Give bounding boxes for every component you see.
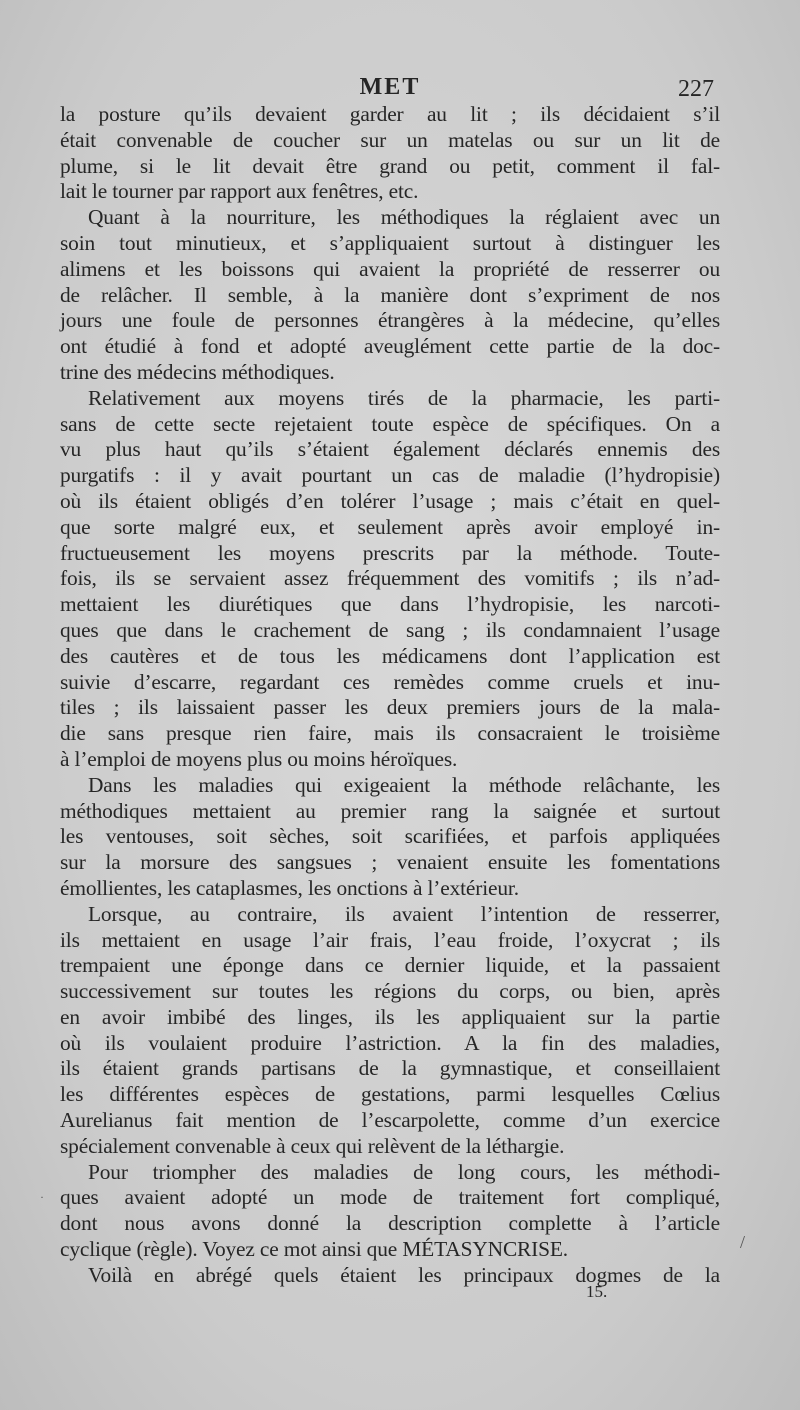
text-line: ont étudié à fond et adopté aveuglément cette partie de la doc-: [60, 334, 720, 359]
text-line: les différentes espèces de gestations, parmi lesquelles Cœlius: [60, 1082, 720, 1107]
body-text: [60, 102, 720, 1289]
page-header: [60, 70, 720, 106]
text-line: soin tout minutieux, et s’appliquaient surtout à distinguer les: [60, 230, 720, 255]
text-line: ques que dans le crachement de sang ; ils condamnaient l’usage: [60, 617, 720, 642]
text-line: tiles ; ils laissaient passer les deux premiers jours de la mala-: [60, 695, 720, 720]
text-line: Lorsque, au contraire, ils avaient l’intention de resserrer,: [88, 901, 720, 926]
text-line: les ventouses, soit sèches, soit scarifiées, et parfois appliquées: [60, 824, 720, 849]
text-line: vu plus haut qu’ils s’étaient également déclarés ennemis des: [60, 437, 720, 462]
text-line: dont nous avons donné la description complette à l’article: [60, 1211, 720, 1236]
text-line: la posture qu’ils devaient garder au lit ; ils décidaient s’il: [60, 102, 720, 126]
text-line: Quant à la nourriture, les méthodiques la réglaient avec un: [88, 205, 720, 230]
text-line: cyclique (règle). Voyez ce mot ainsi que MÉTASYNCRISE.: [60, 1237, 569, 1262]
text-line: jours une foule de personnes étrangères à la médecine, qu’elles: [60, 308, 720, 333]
text-line: ils mettaient en usage l’air frais, l’eau froide, l’oxycrat ; ils: [60, 927, 720, 952]
running-head: MET: [359, 74, 421, 100]
text-line: Voilà en abrégé quels étaient les principaux dogmes de la: [88, 1262, 720, 1287]
text-line: était convenable de coucher sur un matelas ou sur un lit de: [60, 127, 720, 152]
page-number: 227: [678, 76, 714, 102]
text-line: méthodiques mettaient au premier rang la saignée et surtout: [60, 798, 720, 823]
text-line: fructueusement les moyens prescrits par la méthode. Toute-: [60, 540, 720, 565]
text-line: successivement sur toutes les régions du corps, ou bien, après: [60, 979, 720, 1004]
text-line: plume, si le lit devait être grand ou petit, comment il fal-: [60, 153, 720, 178]
text-line: de relâcher. Il semble, à la manière dont s’expriment de nos: [60, 282, 720, 307]
text-line: Dans les maladies qui exigeaient la méthode relâchante, les: [88, 772, 720, 797]
text-line: trempaient une éponge dans ce dernier liquide, et la passaient: [60, 953, 720, 978]
text-line: suivie d’escarre, regardant ces remèdes comme cruels et inu-: [60, 669, 720, 694]
margin-pencil-mark: /: [740, 1232, 746, 1252]
text-line: en avoir imbibé des linges, ils les appliquaient sur la partie: [60, 1004, 720, 1029]
text-line: où ils voulaient produire l’astriction. A la fin des maladies,: [60, 1030, 720, 1055]
text-line: à l’emploi de moyens plus ou moins héroïques.: [60, 746, 458, 771]
text-line: Aurelianus fait mention de l’escarpolette, comme d’un exercice: [60, 1108, 720, 1133]
text-line: sur la morsure des sangsues ; venaient ensuite les fomentations: [60, 850, 720, 875]
text-line: ils étaient grands partisans de la gymnastique, et conseillaient: [60, 1056, 720, 1081]
text-line: Relativement aux moyens tirés de la pharmacie, les parti-: [88, 385, 720, 410]
text-line: que sorte malgré eux, et seulement après avoir employé in-: [60, 514, 720, 539]
text-line: purgatifs : il y avait pourtant un cas de maladie (l’hydropisie): [60, 463, 720, 488]
text-line: sans de cette secte rejetaient toute espèce de spécifiques. On a: [60, 411, 720, 436]
text-line: où ils étaient obligés d’en tolérer l’usage ; mais c’était en quel-: [60, 488, 720, 513]
text-line: die sans presque rien faire, mais ils consacraient le troisième: [60, 721, 720, 746]
text-line: ques avaient adopté un mode de traitement fort compliqué,: [60, 1185, 720, 1210]
text-line: alimens et les boissons qui avaient la propriété de resserrer ou: [60, 256, 720, 281]
text-line: lait le tourner par rapport aux fenêtres, etc.: [60, 179, 419, 204]
text-line: des cautères et de tous les médicamens dont l’application est: [60, 643, 720, 668]
text-line: Pour triompher des maladies de long cours, les méthodi-: [88, 1159, 720, 1184]
margin-speck: ·: [40, 1190, 44, 1204]
text-line: trine des médecins méthodiques.: [60, 359, 335, 384]
text-line: fois, ils se servaient assez fréquemment des vomitifs ; ils n’ad-: [60, 566, 720, 591]
text-line: mettaient les diurétiques que dans l’hydropisie, les narcoti-: [60, 592, 720, 617]
signature-mark: 15.: [586, 1282, 608, 1301]
text-line: spécialement convenable à ceux qui relèvent de la léthargie.: [60, 1133, 565, 1158]
text-line: émollientes, les cataplasmes, les onctions à l’extérieur.: [60, 875, 519, 900]
